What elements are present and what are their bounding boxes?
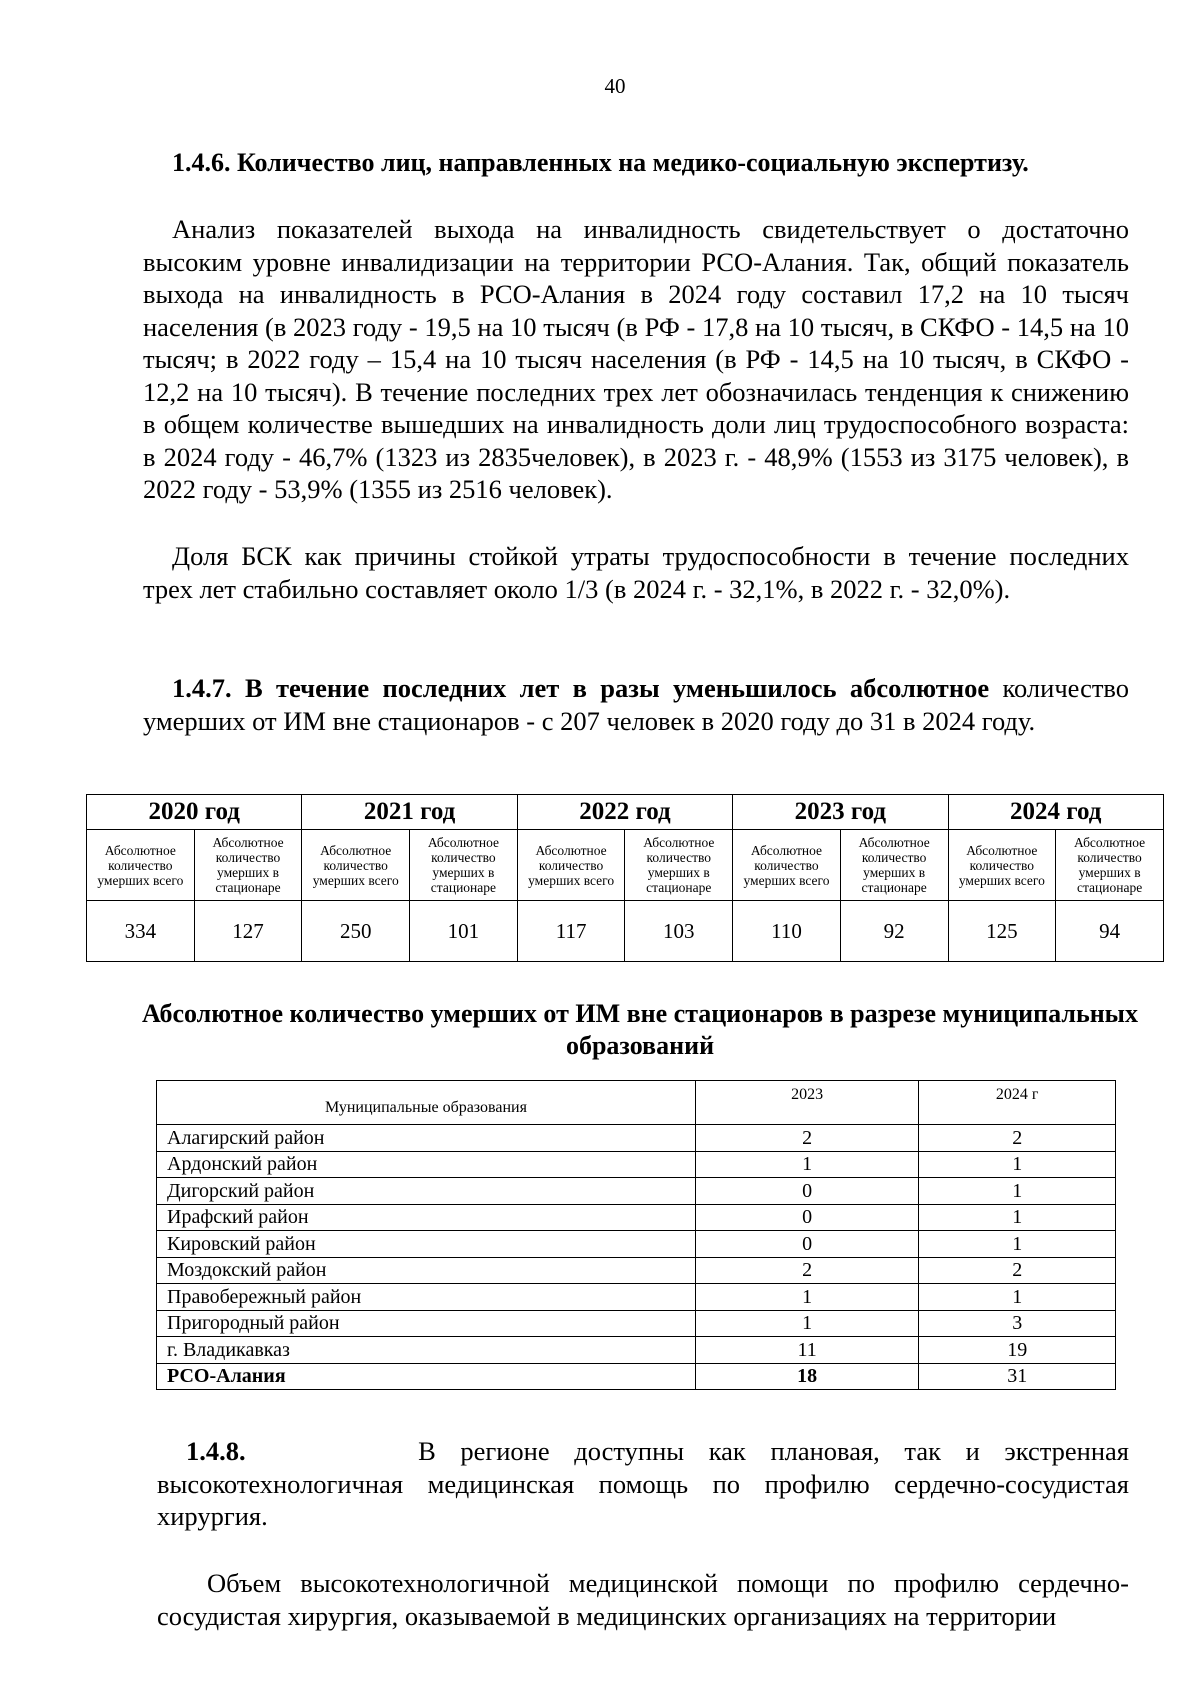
paragraph-1-4-8-first-line bbox=[157, 1435, 1129, 1468]
municipality-name: Ирафский район bbox=[157, 1204, 696, 1231]
table-row bbox=[157, 1284, 1116, 1311]
municipality-name: Моздокский район bbox=[157, 1257, 696, 1284]
year-header-2024: 2024 год bbox=[948, 795, 1164, 830]
table-row bbox=[157, 1151, 1116, 1178]
value-cell: 92 bbox=[840, 901, 948, 962]
paragraph-bsk-share: Доля БСК как причины стойкой утраты трудоспособности в течение последних трех лет стабильно составляет около 1/3 (в 2024 г. - 32,1%, в 2022 г. - 32,0%). bbox=[143, 541, 1129, 604]
value-2024: 3 bbox=[919, 1310, 1116, 1337]
paragraph-htmp-volume: Объем высокотехнологичной медицинской помощи по профилю сердечно-сосудистая хирургия, оказываемой в медицинских организациях на территории bbox=[157, 1568, 1129, 1631]
header-municipality: Муниципальные образования bbox=[157, 1081, 696, 1125]
subheader-total: Абсолютное количество умерших всего bbox=[302, 830, 410, 901]
year-header-2021: 2021 год bbox=[302, 795, 517, 830]
table-row bbox=[157, 1310, 1116, 1337]
value-2024: 1 bbox=[919, 1284, 1116, 1311]
value-2023: 1 bbox=[695, 1310, 918, 1337]
value-cell: 125 bbox=[948, 901, 1056, 962]
municipality-name: Ардонский район bbox=[157, 1151, 696, 1178]
value-cell: 117 bbox=[517, 901, 625, 962]
mortality-by-year-table bbox=[86, 794, 1164, 962]
paragraph-1-4-8-text: высокотехнологичная медицинская помощь по профилю сердечно-сосудистая хирургия. bbox=[157, 1468, 1129, 1531]
table-row bbox=[157, 1125, 1116, 1152]
value-cell: 127 bbox=[194, 901, 302, 962]
header-2023: 2023 bbox=[695, 1081, 918, 1125]
year-header-2023: 2023 год bbox=[733, 795, 948, 830]
table-row bbox=[157, 1337, 1116, 1364]
value-2024: 2 bbox=[919, 1125, 1116, 1152]
value-cell: 334 bbox=[87, 901, 195, 962]
municipal-table bbox=[156, 1080, 1116, 1390]
section-heading-1-4-7: 1.4.7. В течение последних лет в разы уменьшилось абсолютное bbox=[172, 673, 990, 703]
section-number-1-4-8: 1.4.8. bbox=[186, 1436, 246, 1466]
paragraph-disability-analysis: Анализ показателей выхода на инвалидность свидетельствует о достаточно высоким уровне инвалидизации на территории РСО-Алания. Так, общий показатель выхода на инвалидность в РСО-Алания в 2024 году составил 17,2 на 10 тысяч населения (в 2023 году - 19,5 на 10 тысяч (в РФ - 17,8 на 10 тысяч, в СКФО - 14,5 на 10 тысяч; в 2022 году – 15,4 на 10 тысяч населения (в РФ - 14,5 на 10 тысяч, в СКФО - 12,2 на 10 тысяч). В течение последних трех лет обозначилась тенденция к снижению в общем количестве вышедших на инвалидность доли лиц трудоспособного возраста: в 2024 году - 46,7% (1323 из 2835человек), в 2023 г. - 48,9% (1553 из 3175 человек), в 2022 году - 53,9% (1355 из 2516 человек). bbox=[143, 214, 1129, 504]
subheader-hospital: Абсолютное количество умерших в стационаре bbox=[625, 830, 733, 901]
municipality-name: Пригородный район bbox=[157, 1310, 696, 1337]
page-number: 40 bbox=[604, 74, 626, 98]
value-2024: 19 bbox=[919, 1337, 1116, 1364]
value-2023: 0 bbox=[695, 1204, 918, 1231]
subheader-hospital: Абсолютное количество умерших в стационаре bbox=[840, 830, 948, 901]
table-row bbox=[157, 1231, 1116, 1258]
value-2024: 1 bbox=[919, 1151, 1116, 1178]
municipality-name: Кировский район bbox=[157, 1231, 696, 1258]
value-2023: 0 bbox=[695, 1231, 918, 1258]
value-cell: 101 bbox=[410, 901, 518, 962]
value-cell: 94 bbox=[1056, 901, 1164, 962]
year-header-2022: 2022 год bbox=[517, 795, 732, 830]
subheader-total: Абсолютное количество умерших всего bbox=[948, 830, 1056, 901]
value-cell: 103 bbox=[625, 901, 733, 962]
subheader-total: Абсолютное количество умерших всего bbox=[87, 830, 195, 901]
value-2023: 2 bbox=[695, 1257, 918, 1284]
section-heading-1-4-6: 1.4.6. Количество лиц, направленных на медико-социальную экспертизу. bbox=[172, 148, 1029, 177]
table-row bbox=[157, 1178, 1116, 1205]
value-cell: 110 bbox=[733, 901, 841, 962]
paragraph-1-4-8 bbox=[157, 1435, 1129, 1533]
value-2024: 1 bbox=[919, 1204, 1116, 1231]
table-row-total bbox=[157, 1363, 1116, 1390]
municipality-name: Правобережный район bbox=[157, 1284, 696, 1311]
subheader-hospital: Абсолютное количество умерших в стационаре bbox=[194, 830, 302, 901]
table-row bbox=[157, 1204, 1116, 1231]
value-2024: 2 bbox=[919, 1257, 1116, 1284]
total-2024: 31 bbox=[919, 1363, 1116, 1390]
total-2023: 18 bbox=[695, 1363, 918, 1390]
subheader-total: Абсолютное количество умерших всего bbox=[517, 830, 625, 901]
header-2024: 2024 г bbox=[919, 1081, 1116, 1125]
value-2023: 11 bbox=[695, 1337, 918, 1364]
paragraph-1-4-7 bbox=[143, 672, 1129, 737]
subheader-hospital: Абсолютное количество умерших в стационаре bbox=[1056, 830, 1164, 901]
value-2023: 0 bbox=[695, 1178, 918, 1205]
value-2023: 2 bbox=[695, 1125, 918, 1152]
subheader-hospital: Абсолютное количество умерших в стационаре bbox=[410, 830, 518, 901]
subheader-total: Абсолютное количество умерших всего bbox=[733, 830, 841, 901]
year-header-2020: 2020 год bbox=[87, 795, 302, 830]
table-row bbox=[157, 1257, 1116, 1284]
municipality-name: Дигорский район bbox=[157, 1178, 696, 1205]
paragraph-1-4-7-text: количество умерших от ИМ вне стационаров - с 207 человек в 2020 году до 31 в 2024 году. bbox=[143, 673, 1129, 736]
paragraph-1-4-8-lead: В регионе доступны как плановая, так и экстренная bbox=[418, 1436, 1129, 1466]
value-2023: 1 bbox=[695, 1151, 918, 1178]
municipal-table-title: Абсолютное количество умерших от ИМ вне стационаров в разрезе муниципальных образований bbox=[142, 999, 1138, 1060]
value-2024: 1 bbox=[919, 1231, 1116, 1258]
municipality-name: г. Владикавказ bbox=[157, 1337, 696, 1364]
value-2023: 1 bbox=[695, 1284, 918, 1311]
value-cell: 250 bbox=[302, 901, 410, 962]
municipality-name: Алагирский район bbox=[157, 1125, 696, 1152]
total-name: РСО-Алания bbox=[157, 1363, 696, 1390]
value-2024: 1 bbox=[919, 1178, 1116, 1205]
